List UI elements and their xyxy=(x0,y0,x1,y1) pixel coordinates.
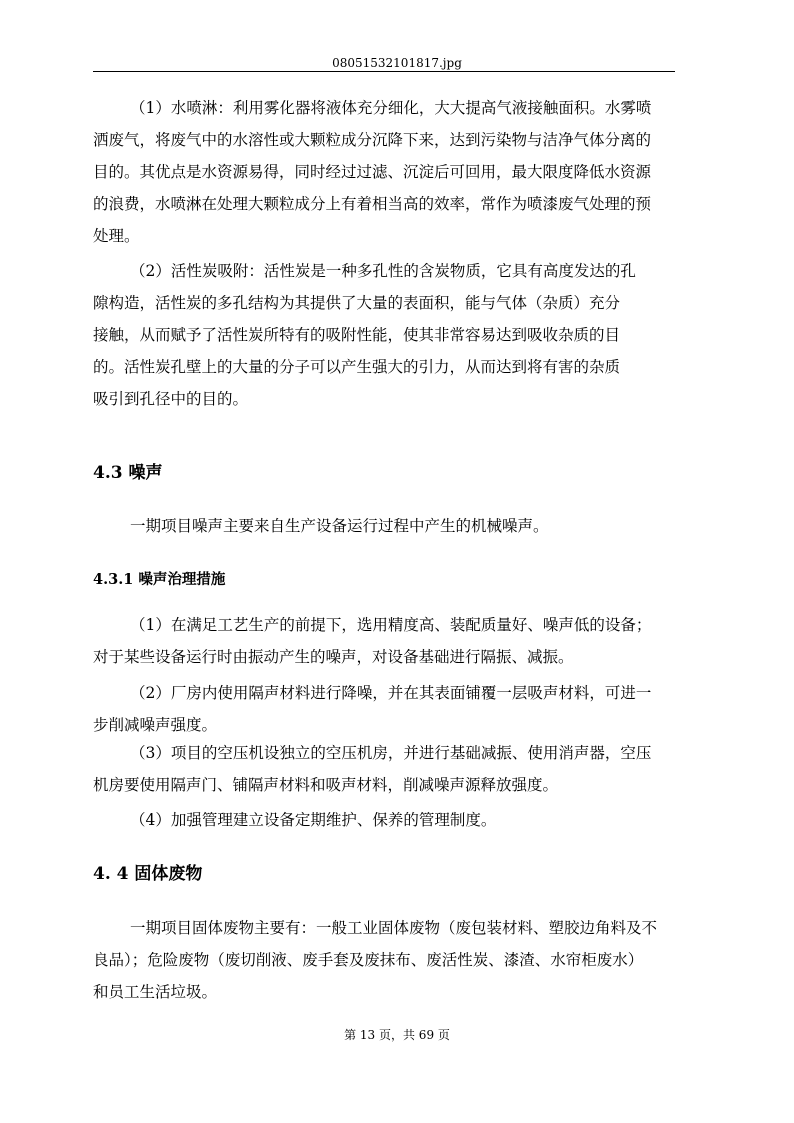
text-line: 目的。其优点是水资源易得，同时经过过滤、沉淀后可回用，最大限度降低水资源 xyxy=(93,163,652,181)
text-line: （4）加强管理建立设备定期维护、保养的管理制度。 xyxy=(130,811,497,829)
text-line: 一期项目噪声主要来自生产设备运行过程中产生的机械噪声。 xyxy=(130,517,549,535)
section-heading-noise: 4.3 噪声 xyxy=(93,463,163,483)
text-line: 良品）；危险废物（废切削液、废手套及废抹布、废活性炭、漆渣、水帘柜废水） xyxy=(93,951,644,969)
text-line: 一期项目固体废物主要有：一般工业固体废物（废包装材料、塑胶边角料及不 xyxy=(130,919,658,937)
text-line: 和员工生活垃圾。 xyxy=(93,983,218,1001)
noise-measure-1 xyxy=(93,609,675,673)
noise-measure-2 xyxy=(93,677,675,741)
text-line: （1）在满足工艺生产的前提下，选用精度高、装配质量好、噪声低的设备； xyxy=(130,616,652,634)
text-line: 对于某些设备运行时由振动产生的噪声，对设备基础进行隔振、减振。 xyxy=(93,648,574,666)
text-line: 的。活性炭孔壁上的大量的分子可以产生强大的引力，从而达到将有害的杂质 xyxy=(93,358,621,376)
page-number-footer: 第 13 页，共 69 页 xyxy=(344,1028,450,1042)
paragraph-water-spray xyxy=(93,92,675,252)
text-line: 洒废气，将废气中的水溶性或大颗粒成分沉降下来，达到污染物与洁净气体分离的 xyxy=(93,131,652,149)
text-line: 处理。 xyxy=(93,227,140,245)
header-filename: 08051532101817.jpg xyxy=(332,56,462,70)
text-line: 隙构造，活性炭的多孔结构为其提供了大量的表面积，能与气体（杂质）充分 xyxy=(93,294,621,312)
text-line: （2）活性炭吸附：活性炭是一种多孔性的含炭物质，它具有高度发达的孔 xyxy=(130,262,636,280)
subsection-heading-noise-measures: 4.3.1 噪声治理措施 xyxy=(93,571,226,588)
text-line: 吸引到孔径中的目的。 xyxy=(93,390,249,408)
header-divider xyxy=(93,71,675,72)
text-line: 步削减噪声强度。 xyxy=(93,716,218,734)
noise-measure-3 xyxy=(93,737,675,801)
text-line: 机房要使用隔声门、铺隔声材料和吸声材料，削减噪声源释放强度。 xyxy=(93,776,559,794)
text-line: 的浪费，水喷淋在处理大颗粒成分上有着相当高的效率，常作为喷漆废气处理的预 xyxy=(93,195,652,213)
paragraph-activated-carbon xyxy=(93,255,675,415)
text-line: （2）厂房内使用隔声材料进行降噪，并在其表面铺覆一层吸声材料，可进一 xyxy=(130,684,652,702)
text-line: （3）项目的空压机设独立的空压机房，并进行基础减振、使用消声器，空压 xyxy=(130,744,652,762)
noise-measure-4 xyxy=(93,804,675,836)
section-heading-solid-waste: 4. 4 固体废物 xyxy=(93,864,203,884)
text-line: （1）水喷淋：利用雾化器将液体充分细化，大大提高气液接触面积。水雾喷 xyxy=(130,99,652,117)
text-line: 接触，从而赋予了活性炭所特有的吸附性能，使其非常容易达到吸收杂质的目 xyxy=(93,326,621,344)
paragraph-noise-intro xyxy=(93,510,675,542)
paragraph-solid-waste xyxy=(93,912,675,1008)
